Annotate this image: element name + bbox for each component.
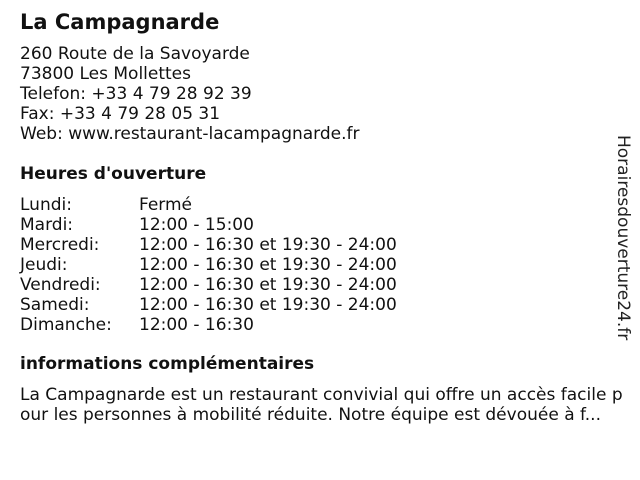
day-label: Lundi:	[20, 195, 72, 215]
day-label: Vendredi:	[20, 275, 101, 295]
day-hours: Fermé	[139, 195, 193, 215]
day-hours: 12:00 - 15:00	[139, 215, 254, 235]
additional-info-heading: informations complémentaires	[20, 354, 315, 374]
day-label: Jeudi:	[20, 255, 68, 275]
day-hours: 12:00 - 16:30	[139, 315, 254, 335]
website-link[interactable]: Web: www.restaurant-lacampagnarde.fr	[20, 124, 360, 144]
contact-block	[20, 44, 360, 144]
day-hours: 12:00 - 16:30 et 19:30 - 24:00	[139, 235, 397, 255]
restaurant-description: La Campagnarde est un restaurant convivial qui offre un accès facile pour les personnes à mobilité réduite. Notre équipe est dévouée à f...	[20, 385, 623, 425]
site-watermark: Horairesdouverture24.fr	[613, 135, 633, 341]
phone-number[interactable]: Telefon: +33 4 79 28 92 39	[20, 84, 252, 104]
fax-number: Fax: +33 4 79 28 05 31	[20, 104, 221, 124]
day-label: Mardi:	[20, 215, 74, 235]
address-street: 260 Route de la Savoyarde	[20, 44, 250, 64]
day-label: Mercredi:	[20, 235, 100, 255]
day-hours: 12:00 - 16:30 et 19:30 - 24:00	[139, 295, 397, 315]
day-hours: 12:00 - 16:30 et 19:30 - 24:00	[139, 275, 397, 295]
day-label: Samedi:	[20, 295, 90, 315]
opening-hours-heading: Heures d'ouverture	[20, 164, 207, 184]
day-label: Dimanche:	[20, 315, 112, 335]
address-city: 73800 Les Mollettes	[20, 64, 191, 84]
day-hours: 12:00 - 16:30 et 19:30 - 24:00	[139, 255, 397, 275]
business-name: La Campagnarde	[20, 10, 220, 34]
